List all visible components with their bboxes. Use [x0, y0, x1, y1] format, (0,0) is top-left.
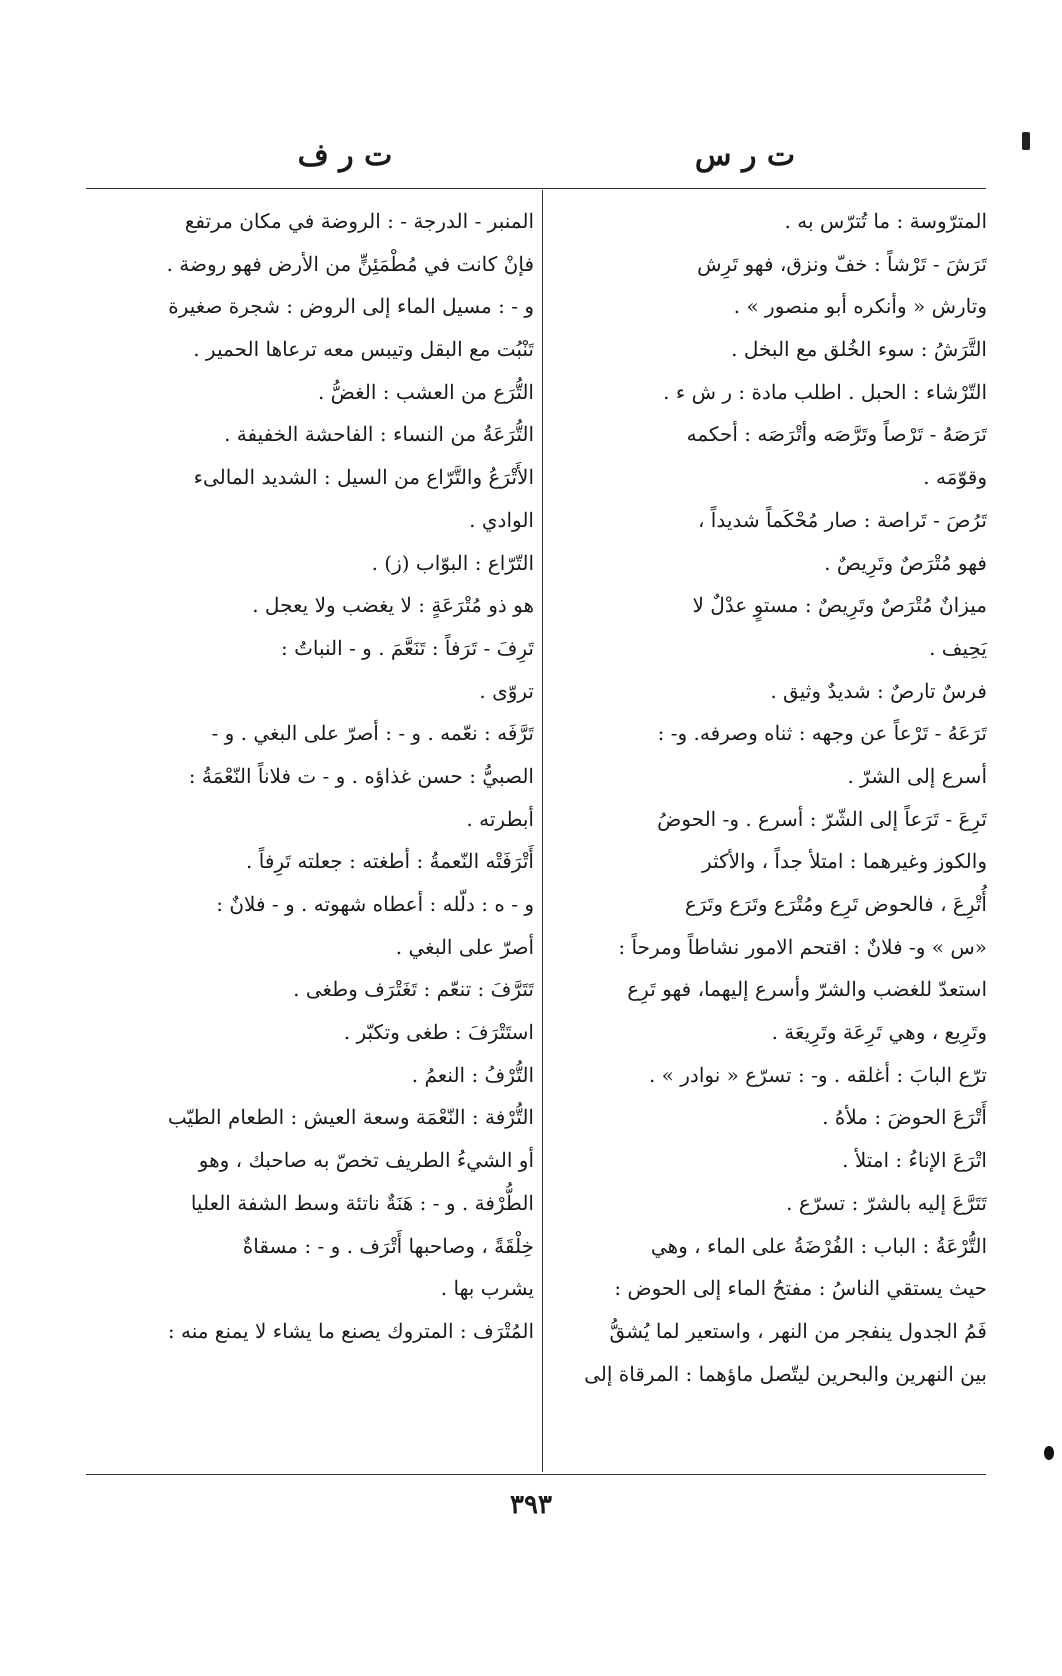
- entry-line: تَرَشَ - تَرْشاً : خفّ ونزق، فهو تَرِش: [697, 251, 987, 276]
- entry-line: وقوّمَه .: [923, 465, 987, 490]
- edge-mark: [1044, 1446, 1054, 1460]
- entry-line: الطُّرْفة . و - : هَنَةٌ ناتئة وسط الشفة العليا: [190, 1190, 534, 1215]
- entry-line: يشرب بها .: [440, 1276, 534, 1301]
- entry-line: حيث يستقي الناسُ : مفتحُ الماء إلى الحوض :: [614, 1276, 987, 1301]
- entry-line: أَتْرَعَ الحوضَ : ملأهُ .: [822, 1105, 987, 1130]
- entry-line: تَتَرَّعَ إليه بالشرّ : تسرّع .: [786, 1190, 987, 1215]
- entry-line: التُّرَعَةُ من النساء : الفاحشة الخفيفة .: [224, 422, 534, 447]
- entry-line: استَتْرَفَ : طغى وتكبّر .: [343, 1020, 534, 1045]
- entry-line: المُتْرَف : المتروك يصنع ما يشاء لا يمنع منه :: [167, 1318, 534, 1343]
- entry-line: التّرّاع : البوّاب (ز) .: [371, 550, 534, 575]
- entry-line: «س » و- فلانٌ : اقتحم الامور نشاطاً ومرحاً :: [618, 934, 987, 959]
- entry-line: تَرِعَ - تَرَعاً إلى الشّرّ : أسرع . و- الحوضُ: [657, 806, 987, 831]
- entry-line: التّرْشاء : الحبل . اطلب مادة : ر ش ء .: [663, 379, 987, 404]
- running-header-left: ت ر ف: [297, 138, 393, 173]
- entry-line: ميزانٌ مُتْرَصٌ وتَرِيصٌ : مستوٍ عدْلٌ لا: [692, 593, 987, 618]
- entry-line: تَرُصَ - تَراصة : صار مُحْكَماً شديداً ،: [697, 507, 987, 532]
- entry-line: وتَرِيع ، وهي تَرِعَة وتَرِيعَة .: [771, 1020, 987, 1045]
- entry-line: التُّرْفُ : النعمُ .: [411, 1062, 534, 1087]
- entry-line: فإنْ كانت في مُطْمَئِنٍّ من الأرض فهو روضة .: [166, 251, 534, 276]
- entry-line: المنبر - الدرجة - : الروضة في مكان مرتفع: [184, 209, 534, 233]
- entry-line: أبطرته .: [466, 806, 534, 831]
- entry-line: تَتَرَّفَ : تنعّم : تَغَتْرَف وطغى .: [293, 977, 534, 1002]
- entry-line: اتْرَعَ الإناءُ : امتلأ .: [842, 1148, 987, 1173]
- entry-line: أصرّ على البغي .: [395, 934, 534, 959]
- entry-line: هو ذو مُتْرَعَةٍ : لا يغضب ولا يعجل .: [252, 593, 534, 618]
- entry-line: تَرَصَهُ - تَرْصاً وتَرَّصَه وأتْرَصَه : أحكمه: [686, 422, 987, 447]
- entry-line: فرسٌ تارصٌ : شديدٌ وثيق .: [770, 678, 987, 703]
- entry-line: استعدّ للغضب والشرّ وأسرع إليهما، فهو تَرِع: [627, 977, 987, 1002]
- entry-line: تَرِفَ - تَرَفاً : تَنَعَّمَ . و - النباتُ :: [280, 635, 534, 660]
- entry-line: تَرَعَهُ - تَرْعاً عن وجهه : ثناه وصرفه. و- :: [657, 721, 987, 746]
- entry-line: بين النهرين والبحرين ليتّصل ماؤهما : المرقاة إلى: [584, 1361, 987, 1386]
- entry-line: التَّرَشُ : سوء الخُلق مع البخل .: [731, 337, 987, 362]
- column-divider: [542, 190, 543, 1472]
- entry-line: فهو مُتْرَصٌ وتَرِيصٌ .: [824, 550, 987, 575]
- entry-line: يَحِيف .: [929, 635, 987, 660]
- entry-line: الصبيُّ : حسن غذاؤه . و - ت فلاناً النّعْمَةُ :: [188, 763, 534, 788]
- entry-line: تَرَّفَه : نعّمه . و - : أصرّ على البغي . و -: [211, 721, 534, 746]
- bottom-rule: [86, 1474, 986, 1475]
- entry-line: فَمُ الجدول ينفجر من النهر ، واستعير لما يُشقُّ: [609, 1318, 987, 1343]
- entry-line: و - : مسيل الماء إلى الروض : شجرة صغيرة: [168, 294, 534, 319]
- left-column: [88, 200, 534, 1353]
- right-column: [555, 200, 987, 1395]
- entry-line: تَنْبُت مع البقل وتيبس معه ترعاها الحمير .: [193, 337, 534, 362]
- entry-line: ترّع البابَ : أغلقه . و- : تسرّع « نوادر » .: [648, 1062, 987, 1087]
- entry-line: الوادي .: [469, 507, 534, 532]
- entry-line: أو الشيءُ الطريف تخصّ به صاحبك ، وهو: [198, 1148, 534, 1173]
- entry-line: المترّوسة : ما تُترّس به .: [784, 209, 987, 233]
- entry-line: التُّرْعَةُ : الباب : الفُرْضَةُ على الماء ، وهي: [650, 1233, 987, 1258]
- entry-line: خِلْقَةً ، وصاحبها أَتْرَف . و - : مسقاةٌ: [242, 1233, 534, 1258]
- entry-line: و - ه : دلّله : أعطاه شهوته . و - فلانٌ :: [216, 892, 534, 916]
- entry-line: وتارش « وأنكره أبو منصور » .: [733, 294, 987, 319]
- entry-line: أُتْرِعَ ، فالحوض تَرِع ومُتْرَع وتَرَع وتَرَع: [684, 892, 987, 916]
- edge-mark: [1022, 132, 1030, 150]
- entry-line: والكوز وغيرهما : امتلأ جداً ، والأكثر: [702, 849, 987, 874]
- entry-line: أَتْرَفَتْه النّعمةُ : أطغته : جعلته تَرِفاً .: [246, 849, 534, 874]
- entry-line: الأَتْرَعُ والتَّرّاع من السيل : الشديد المالىء: [193, 465, 534, 490]
- page-number: ٣٩٣: [510, 1490, 552, 1520]
- entry-line: التُّرَع من العشب : الغضُّ .: [317, 379, 534, 404]
- entry-line: أسرع إلى الشرّ .: [847, 763, 987, 788]
- entry-line: تروّى .: [479, 678, 534, 703]
- top-rule: [86, 188, 986, 189]
- running-header-right: ت ر س: [694, 138, 796, 173]
- entry-line: التُّرْفة : النّعْمَة وسعة العيش : الطعام الطيّب: [167, 1105, 534, 1130]
